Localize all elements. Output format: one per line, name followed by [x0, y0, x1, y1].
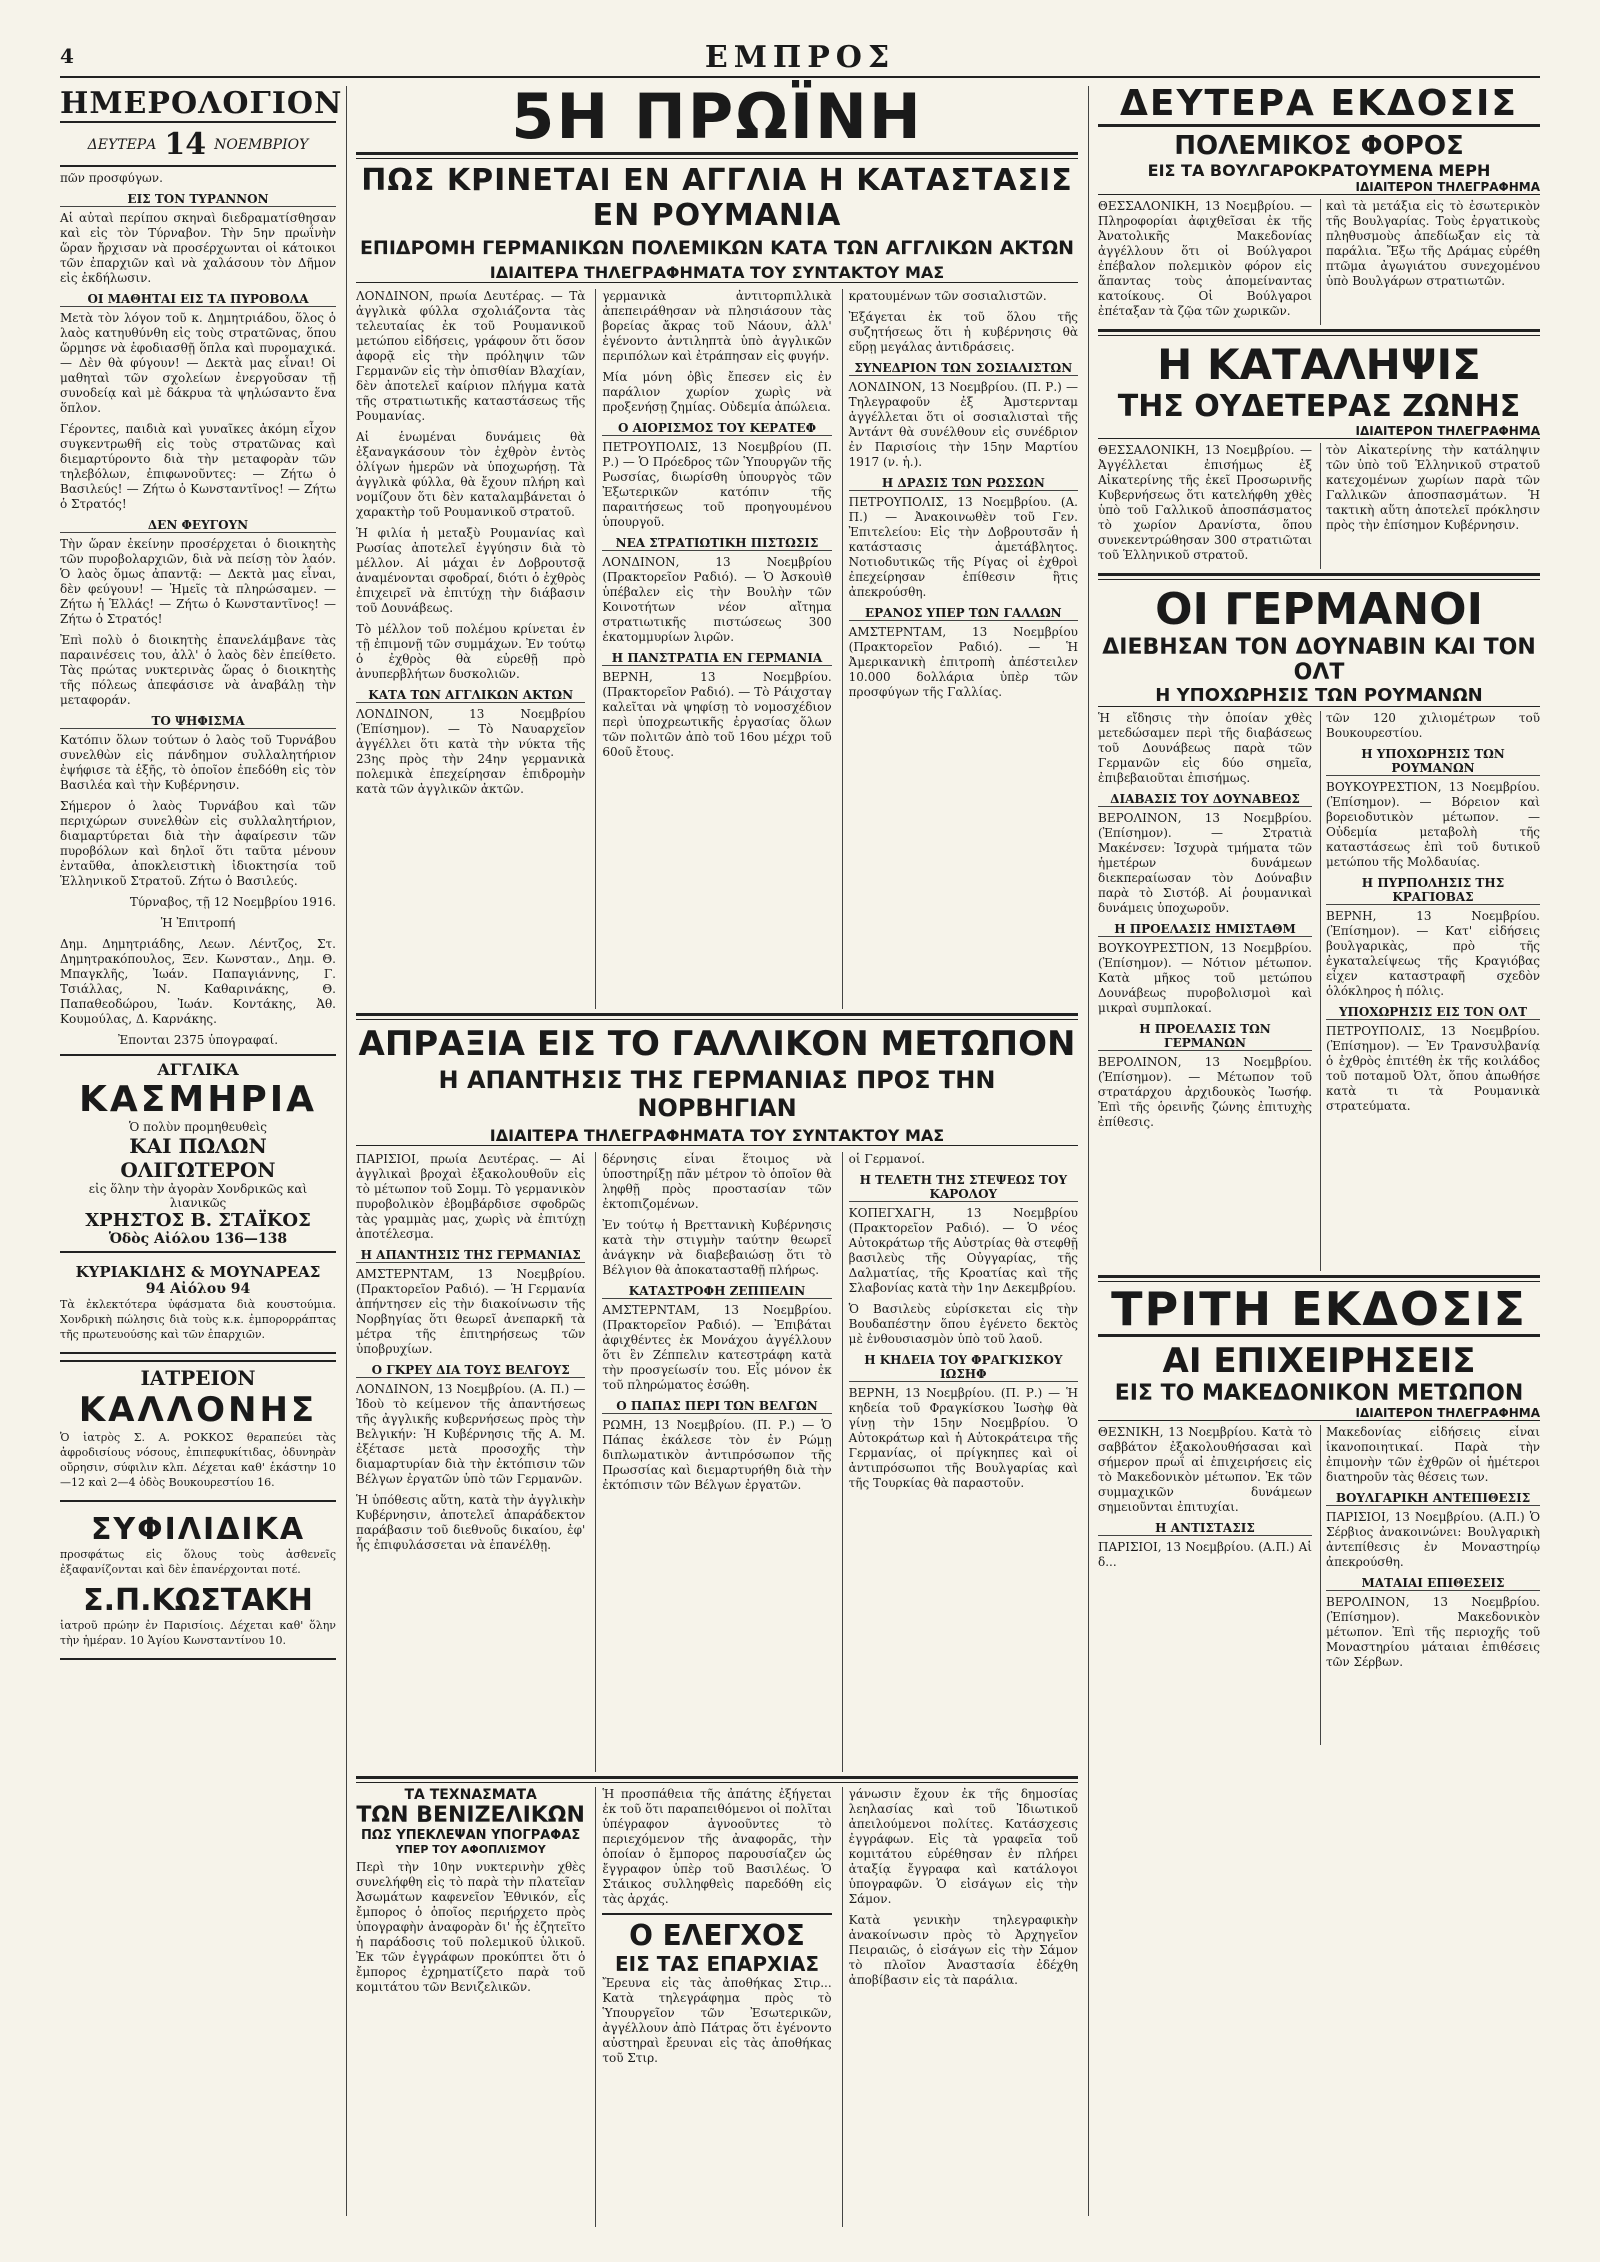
calendar-month: ΝΟΕΜΒΡΙΟΥ — [214, 136, 309, 153]
article-text: Ἡ φιλία ἡ μεταξὺ Ρουμανίας καὶ Ρωσίας ἀποτελεῖ ἐγγύησιν διὰ τὸ μέλλον. Αἱ μάχαι ἐν Δοβρουτσᾷ ἀναμένονται σφοδραί, διότι ὁ ἐχθρὸς ἐπιχειρεῖ νὰ ἐπιτύχῃ τὴν διάβασιν τοῦ Δουνάβεως. — [356, 526, 586, 615]
article-column — [356, 1787, 585, 2227]
article-text: ΒΟΥΚΟΥΡΕΣΤΙΟΝ, 13 Νοεμβρίου. (Ἐπίσημον). — Βόρειον καὶ βορειοδυτικὸν μέτωπον. — Οὐδεμία μεταβολὴ τῆς καταστάσεως ἐπὶ τοῦ δυτικοῦ μετώπου τῆς Μολδαυίας. — [1326, 780, 1540, 869]
article-column — [1098, 711, 1312, 1271]
section-heading: Η ΚΗΔΕΙΑ ΤΟΥ ΦΡΑΓΚΙΣΚΟΥ ΙΩΣΗΦ — [849, 1353, 1078, 1382]
headline: ΠΟΛΕΜΙΚΟΣ ΦΟΡΟΣ — [1174, 131, 1464, 161]
divider — [356, 1776, 1078, 1783]
column-rule — [1088, 86, 1089, 2216]
subheadline: ΔΙΕΒΗΣΑΝ ΤΟΝ ΔΟΥΝΑΒΙΝ ΚΑΙ ΤΟΝ ΟΛΤ — [1102, 635, 1536, 685]
article-text: Ἐν τούτῳ ἡ Βρεττανικὴ Κυβέρνησις κατὰ τὴν στιγμὴν ταύτην θεωρεῖ ἀνάγκην νὰ διαβεβαιώσῃ ὅτι τὸ Βέλγιον θὰ ἀποκατασταθῇ πλήρως. — [602, 1218, 832, 1277]
article-text: Ἐξάγεται ἐκ τοῦ ὅλου τῆς συζητήσεως ὅτι ἡ κυβέρνησις θὰ εὕρῃ μεγάλας ἀντιδράσεις. — [848, 310, 1078, 354]
ad-line: Ὁδὸς Αἰόλου 136—138 — [108, 1231, 288, 1247]
ad-line: ΑΓΓΛΙΚΑ — [157, 1060, 239, 1079]
article-text: ΘΕΣΝΙΚΗ, 13 Νοεμβρίου. Κατὰ τὸ σαββάτον ἐξακολουθήσασαι καὶ σήμερον πρωΐ αἱ ἐπιχειρήσεις εἰς τὸ Μακεδονικὸν μέτωπον. Ἐκ τῶν συμμαχικῶν δυνάμεων σημειοῦνται ἐπιτυχίαι. — [1098, 1425, 1312, 1514]
section-heading: Η ΑΠΑΝΤΗΣΙΣ ΤΗΣ ΓΕΡΜΑΝΙΑΣ — [356, 1248, 585, 1263]
page-number: 4 — [60, 44, 74, 68]
article-text: Μετὰ τὸν λόγον τοῦ κ. Δημητριάδου, ὅλος ὁ λαὸς κατηυθύνθη εἰς τοὺς στρατῶνας, ὅπου ὥρμησε νὰ ἐφοδιασθῇ ὅπλα καὶ πυρομαχικά. — Δὲν θὰ φύγουν! — Δεκτὰ μας εἶναι! Οἱ μαθηταὶ τῶν σχολείων ἐνεργοῦσαν τῇ συνοδείᾳ καὶ μὲ δάκρυα τὰ ψηλώσαντο ἕνα ὅπλον. — [60, 311, 336, 415]
signature-count: Ἐπονται 2375 ὑπογραφαί. — [117, 1033, 279, 1047]
advertisement — [60, 1259, 336, 1354]
article-text: γάνωσιν ἔχουν ἐκ τῆς δημοσίας λεηλασίας καὶ τοῦ Ἰδιωτικοῦ ἀπειλούμενοι πολίτες. Κατάσχεσις ἐγγράφων. Εἰς τὰ γραφεῖα τοῦ κομιτάτου εὑρέθησαν ἐν πλήρει ἀταξίᾳ ἔγγραφα καὶ κατάλογοι ὑπογραφῶν. Ὁ εἰσάγων εἰς τὴν Σάμον. — [848, 1787, 1078, 1906]
article-text: ΑΜΣΤΕΡΝΤΑΜ, 13 Νοεμβρίου (Πρακτορεῖον Ραδιό). — Ἡ Ἀμερικανικὴ ἐπιτροπὴ ἀπέστειλεν 10.000 δολλάρια ὑπὲρ τῶν προσφύγων τῆς Γαλλίας. — [848, 625, 1078, 699]
article-text: δέρνησις εἶναι ἕτοιμος νὰ ὑποστηρίξῃ πᾶν μέτρον τὸ ὁποῖον θὰ ληφθῇ πρὸς προστασίαν τῶν ἐκτοπιζομένων. — [602, 1152, 832, 1211]
article-text: Ἔρευνα εἰς τὰς ἀποθήκας Στιρ... Κατὰ τηλεγράφημα πρὸς τὸ Ὑπουργεῖον τῶν Ἐσωτερικῶν, ἀγγέλλουν ἀπὸ Πάτρας ὅτι ἐγένοντο αὐστηραὶ ἔρευναι εἰς τὰς ἀποθήκας τοῦ Στιρ. — [602, 1976, 832, 2065]
newspaper-name: ΕΜΠΡΟΣ — [704, 40, 896, 75]
section-heading: Ο ΠΑΠΑΣ ΠΕΡΙ ΤΩΝ ΒΕΛΓΩΝ — [602, 1399, 831, 1414]
ad-line: ΚΥΡΙΑΚΙΔΗΣ & ΜΟΥΝΑΡΕΑΣ — [75, 1263, 321, 1281]
subheadline: Η ΥΠΟΧΩΡΗΣΙΣ ΤΩΝ ΡΟΥΜΑΝΩΝ — [1098, 685, 1540, 707]
bottom-articles — [356, 1787, 1078, 2227]
article-column — [595, 289, 831, 1009]
article-columns — [1098, 443, 1540, 569]
section-heading: ΚΑΤΑ ΤΩΝ ΑΓΓΛΙΚΩΝ ΑΚΤΩΝ — [356, 688, 585, 703]
section-heading: ΕΙΣ ΤΟΝ ΤΥΡΑΝΝΟΝ — [60, 192, 336, 207]
ad-line: ΚΑΛΛΟΝΗΣ — [78, 1390, 318, 1430]
signature-org: Ἡ Ἐπιτροπή — [160, 916, 236, 930]
signature-names: Δημ. Δημητριάδης, Λεων. Λέντζος, Στ. Δημητρακόπουλος, Ξεν. Κωνσταν., Δημ. Θ. Μπαγκλῆς, Ἰωάν. Παπαγιάννης, Γ. Τσιάλλας, Ν. Καθαρινάκης, Θ. Παπαθεοδώρου, Ἰωάν. Κοντάκης, Ἀθ. Κουμούλας, Δ. Καρνάκης. — [60, 937, 336, 1026]
section-heading: Η ΠΡΟΕΛΑΣΙΣ ΤΩΝ ΓΕΡΜΑΝΩΝ — [1098, 1022, 1312, 1051]
article-column — [356, 289, 585, 1009]
section-heading: ΥΠΟΧΩΡΗΣΙΣ ΕΙΣ ΤΟΝ ΟΛΤ — [1326, 1005, 1540, 1020]
article-text: τὸν Αἰκατερίνης τὴν κατάληψιν τῶν ὑπὸ τοῦ Ἑλληνικοῦ στρατοῦ κατεχομένων χωρίων παρὰ τῶν Γαλλικῶν ἀποσπασμάτων. Ἡ τακτικὴ αὕτη ἀποτελεῖ πρόκλησιν πρὸς τὴν ἐπίσημον Κυβέρνησιν. — [1326, 443, 1540, 532]
kicker: ΙΔΙΑΙΤΕΡΑ ΤΗΛΕΓΡΑΦΗΜΑΤΑ ΤΟΥ ΣΥΝΤΑΚΤΟΥ ΜΑΣ — [356, 1126, 1078, 1146]
article-text: ΠΕΤΡΟΥΠΟΛΙΣ, 13 Νοεμβρίου (Π. Ρ.) — Ὁ Πρόεδρος τῶν Ὑπουργῶν τῆς Ρωσσίας, διωρίσθη ὑπουργὸς τῶν Ἐξωτερικῶν κατόπιν τῆς παραιτήσεως τοῦ προηγουμένου ὑπουργοῦ. — [602, 440, 832, 529]
ad-line: εἰς ὅλην τὴν ἀγορὰν Χονδρικῶς καὶ λιανικῶς — [88, 1182, 308, 1210]
headline: Η ΚΑΤΑΛΗΨΙΣ — [1157, 340, 1481, 389]
article-text: ΒΕΡΝΗ, 13 Νοεμβρίου. (Ἐπίσημον). — Κατ' εἰδήσεις βουλγαρικὰς, πρὸ τῆς ἐγκαταλείψεως τῆς Κραγιόβας εἶχεν καταστραφῆ σχεδὸν ὁλόκληρος ἡ πόλις. — [1326, 909, 1540, 998]
headline: ΠΩΣ ΚΡΙΝΕΤΑΙ ΕΝ ΑΓΓΛΙΑ Η ΚΑΤΑΣΤΑΣΙΣ ΕΝ ΡΟΥΜΑΝΙΑ — [361, 163, 1073, 233]
article-text: Μία μόνη ὀβὶς ἔπεσεν εἰς ἐν παράλιον χωρίον χωρὶς νὰ προξενήσῃ ζημίας. Οὐδεμία ἀπώλεια. — [602, 370, 832, 414]
article-column — [842, 1152, 1078, 1772]
article-text: Κατόπιν ὅλων τούτων ὁ λαὸς τοῦ Τυρνάβου συνελθὼν εἰς πάνδημον συλλαλητήριον ἐψήφισε τὰ ἑξῆς, τὸ ὁποῖον ἐπεδόθη εἰς τὸν Βασιλέα καὶ τὴν Κυβέρνησιν. — [60, 733, 336, 792]
article-text: ΒΕΡΟΛΙΝΟΝ, 13 Νοεμβρίου. (Ἐπίσημον). Μακεδονικὸν μέτωπον. Ἐπὶ τῆς περιοχῆς τοῦ Μοναστηρίου μάταιαι ἐπιθέσεις τῶν Σέρβων. — [1326, 1595, 1540, 1669]
advertisement — [60, 1508, 336, 1660]
subheadline: ΤΗΣ ΟΥΔΕΤΕΡΑΣ ΖΩΝΗΣ — [1117, 389, 1521, 424]
ad-line: Σ.Π.ΚΩΣΤΑΚΗ — [83, 1583, 313, 1618]
article-text: Ἡ ὑπόθεσις αὕτη, κατὰ τὴν ἀγγλικὴν Κυβέρνησιν, ἀποτελεῖ ἀπαράδεκτον παράβασιν τοῦ διεθνοῦς δικαίου, ἐφ' ἧς ἐπιφυλάσσεται νὰ ἐπανέλθῃ. — [356, 1493, 586, 1552]
article-columns — [1098, 711, 1540, 1271]
kicker: ΙΔΙΑΙΤΕΡΑ ΤΗΛΕΓΡΑΦΗΜΑΤΑ ΤΟΥ ΣΥΝΤΑΚΤΟΥ ΜΑΣ — [356, 263, 1078, 283]
subheadline: ΕΙΣ ΤΑΣ ΕΠΑΡΧΙΑΣ — [614, 1952, 819, 1976]
divider — [1098, 329, 1540, 336]
ad-line: Ὁ ἰατρὸς Σ. Α. ΡΟΚΚΟΣ θεραπεύει τὰς ἀφροδισίους νόσους, ἐπιπεφυκίτιδας, ὀδυνηρὰν οὔρησιν, σύφιλιν κλπ. Δέχεται καθ' ἑκάστην 10—12 καὶ 2—4 ὁδὸς Βουκουρεστίου 16. — [60, 1431, 336, 1489]
article-text: ΛΟΝΔΙΝΟΝ, 13 Νοεμβρίου. (Α. Π.) — Ἰδοὺ τὸ κείμενον τῆς ἀπαντήσεως τῆς ἀγγλικῆς κυβερνήσεως πρὸς τὴν Βελγικήν: Ἡ Κυβέρνησις τῆς Α. Μ. ἐξέτασε μετὰ προσοχῆς τὴν διαμαρτυρίαν διὰ τὴν ἐκτόπισιν τῶν Βέλγων ἐργατῶν ὑπὸ τῶν Γερμανῶν. — [356, 1382, 586, 1486]
article-columns — [1098, 199, 1540, 325]
section-heading: ΝΕΑ ΣΤΡΑΤΙΩΤΙΚΗ ΠΙΣΤΩΣΙΣ — [602, 536, 831, 551]
article-text: οἱ Γερμανοί. — [848, 1152, 925, 1166]
article-columns — [1098, 1425, 1540, 1745]
article-text: Περὶ τὴν 10ην νυκτερινὴν χθὲς συνελήφθη εἰς τὸ παρὰ τὴν πλατεῖαν Ἀσωμάτων καφενεῖον Ἐθνικόν, εἷς ἔμπορος ὁ ὁποῖος περιήρχετο πρὸς ὑπογραφὴν ἀναφορὰν δι' ἧς ἐζητεῖτο ἡ παράδοσις τοῦ πολεμικοῦ ὑλικοῦ. Ἐκ τῶν ἐγγράφων προκύπτει ὅτι ὁ ἔμπορος ἐχρηματίζετο παρὰ τοῦ κομιτάτου τῶν Βενιζελικῶν. — [356, 1860, 586, 1994]
right-section — [1098, 83, 1540, 1745]
article-text: Σήμερον ὁ λαὸς Τυρνάβου καὶ τῶν περιχώρων συνελθὼν εἰς συλλαλητήριον, διαμαρτύρεται διὰ τὴν ἀφαίρεσιν τῶν πυροβόλων καὶ δηλοῖ ὅτι ταῦτα μένουν ἐνταῦθα, ἀποκλειστικὴ ἰδιοκτησία τοῦ Ἑλληνικοῦ Στρατοῦ. Ζήτω ὁ Βασιλεύς. — [60, 799, 336, 888]
subheadline: ΕΙΣ ΤΑ ΒΟΥΛΓΑΡΟΚΡΑΤΟΥΜΕΝΑ ΜΕΡΗ — [1147, 161, 1491, 180]
article-text: ΠΕΤΡΟΥΠΟΛΙΣ, 13 Νοεμβρίου. (Α. Π.) — Ἀνακοινωθὲν τοῦ Γεν. Ἐπιτελείου: Εἰς τὴν Δοβρουτσᾶν ἡ κατάστασις ἀμετάβλητος. Νοτιοδυτικῶς τῆς Ρίγας οἱ ἐχθροὶ ἐπεχείρησαν ἐπίθεσιν ἣτις ἀπεκρούσθη. — [848, 495, 1078, 599]
headline: Ο ΕΛΕΓΧΟΣ — [629, 1919, 805, 1952]
ad-line: ΣΥΦΙΛΙΔΙΚΑ — [90, 1512, 306, 1547]
edition-banner: 5Η ΠΡΩΪΝΗ — [511, 80, 923, 153]
article-column — [1320, 199, 1540, 325]
article-text: Ἐπὶ πολὺ ὁ διοικητὴς ἐπανελάμβανε τὰς παραινέσεις του, ἀλλ' ὁ λαὸς δὲν ἐπείθετο. Τὰς πρώτας νυκτερινὰς ὥρας ὁ διοικητὴς τῆς πόλεως ἀπεφάσισε νὰ ἀναβάλῃ τὴν μεταφοράν. — [60, 633, 336, 707]
edition-banner: ΤΡΙΤΗ ΕΚΔΟΣΙΣ — [1098, 1286, 1540, 1337]
article-text: Αἱ αὐταὶ περίπου σκηναὶ διεδραματίσθησαν καὶ εἰς τὸν Τύρναβον. Τὴν 5ην πρωΐνὴν ὥραν ἤρχισαν νὰ προσέρχωνται οἱ κάτοικοι τῶν ἐπαρχιῶν καὶ νὰ χαλάσουν τὸν Δῆμον εἰς ἐκδήλωσιν. — [60, 211, 336, 285]
article-text: ΛΟΝΔΙΝΟΝ, πρωία Δευτέρας. — Τὰ ἀγγλικὰ φύλλα σχολιάζοντα τὰς τελευταίας ἐκ τοῦ Ρουμανικοῦ μετώπου εἰδήσεις, γράφουν ὅτι ὅσον ἀφορᾷ εἰς τὴν πρόληψιν τῶν Γερμανῶν εἰς τὴν ὀπισθίαν Βλαχίαν, δὲν ἀποτελεῖ καίριον πλήγμα κατὰ τῆς στρατιωτικῆς καταστάσεως τῆς Ρουμανίας. — [356, 289, 586, 423]
article-column — [1098, 443, 1312, 569]
article-text: ΒΕΡΝΗ, 13 Νοεμβρίου. (Πρακτορεῖον Ραδιό). — Τὸ Ράιχσταγ καλεῖται νὰ ψηφίσῃ τὸ νομοσχέδιον περὶ ὑποχρεωτικῆς ἐργασίας ὅλων τῶν πολιτῶν ἀπὸ τοῦ 16ου μέχρι τοῦ 60οῦ ἔτους. — [602, 670, 832, 759]
section-heading: Ο ΑΙΟΡΙΣΜΟΣ ΤΟΥ ΚΕΡΑΤΕΦ — [602, 421, 831, 436]
article-text: ΡΩΜΗ, 13 Νοεμβρίου. (Π. Ρ.) — Ὁ Πάπας ἐκάλεσε τὸν ἐν Ρώμῃ διπλωματικὸν ἀντιπρόσωπον τῆς Πρωσσίας καὶ διεμαρτυρήθη διὰ τὴν ἐκτόπισιν τῶν Βέλγων ἐργατῶν. — [602, 1418, 832, 1492]
headline: ΟΙ ΓΕΡΜΑΝΟΙ — [1155, 584, 1483, 635]
ad-line: ΚΑΣΜΗΡΙΑ — [79, 1079, 317, 1120]
article-column — [842, 289, 1078, 1009]
headline: ΑΠΡΑΞΙΑ ΕΙΣ ΤΟ ΓΑΛΛΙΚΟΝ ΜΕΤΩΠΟΝ — [358, 1024, 1076, 1064]
article-column — [595, 1152, 831, 1772]
section-heading: Η ΔΡΑΣΙΣ ΤΩΝ ΡΩΣΣΩΝ — [849, 476, 1078, 491]
kicker: ΙΔΙΑΙΤΕΡΟΝ ΤΗΛΕΓΡΑΦΗΜΑ — [1098, 424, 1540, 439]
divider — [1098, 573, 1540, 580]
article-text: ΒΕΡΟΛΙΝΟΝ, 13 Νοεμβρίου. (Ἐπίσημον). — Μέτωπον τοῦ στρατάρχου ἀρχιδουκὸς Ἰωσήφ. Ἐπὶ τῆς ὁρεινῆς ζώνης ἐπιτυχὴς ἐπίθεσις. — [1098, 1055, 1312, 1129]
ad-line: Τὰ ἐκλεκτότερα ὑφάσματα διὰ κουστούμια. Χονδρικὴ πώλησις διὰ τοὺς κ.κ. ἐμπορορράπτας τῆς πρωτευούσης καὶ τῶν ἐπαρχιῶν. — [60, 1298, 336, 1341]
subheadline: ΕΠΙΔΡΟΜΗ ΓΕΡΜΑΝΙΚΩΝ ΠΟΛΕΜΙΚΩΝ ΚΑΤΑ ΤΩΝ ΑΓΓΛΙΚΩΝ ΑΚΤΩΝ — [359, 237, 1075, 259]
masthead — [60, 40, 1540, 78]
section-heading: ΚΑΤΑΣΤΡΟΦΗ ΖΕΠΠΕΛΙΝ — [602, 1284, 831, 1299]
article-text: ΘΕΣΣΑΛΟΝΙΚΗ, 13 Νοεμβρίου. — Πληροφορίαι ἀφιχθεῖσαι ἐκ τῆς Ἀνατολικῆς Μακεδονίας ἀγγέλλουν ὅτι οἱ Βούλγαροι ἐπέβαλον πολεμικὸν φόρον εἰς ἅπαντας τοὺς ἀπομείναντας κατοίκους. Οἱ Βούλγαροι ἐπέταξαν τὰ ζῷα τῶν χωρικῶν. — [1098, 199, 1312, 318]
section-heading: ΕΡΑΝΟΣ ΥΠΕΡ ΤΩΝ ΓΑΛΛΩΝ — [849, 606, 1078, 621]
column-rule — [346, 86, 347, 2216]
signature-date: Τύρναβος, τῇ 12 Νοεμβρίου 1916. — [129, 895, 336, 909]
subheadline: ΥΠΕΡ ΤΟΥ ΑΦΟΠΛΙΣΜΟΥ — [395, 1843, 546, 1856]
headline: ΤΑ ΤΕΧΝΑΣΜΑΤΑ — [404, 1787, 537, 1803]
article-text: Ὁ Βασιλεὺς εὑρίσκεται εἰς τὴν Βουδαπέστην ὅπου ἐγένετο δεκτὸς μὲ ἐνθουσιασμὸν ὑπὸ τοῦ λαοῦ. — [848, 1302, 1078, 1346]
article-column — [356, 1152, 585, 1772]
article-text: κρατουμένων τῶν σοσιαλιστῶν. — [848, 289, 1047, 303]
boxed-article — [602, 1913, 831, 2066]
center-section — [356, 80, 1078, 2227]
headline: ΑΙ ΕΠΙΧΕΙΡΗΣΕΙΣ — [1162, 1341, 1476, 1381]
section-heading: ΜΑΤΑΙΑΙ ΕΠΙΘΕΣΕΙΣ — [1326, 1576, 1540, 1591]
ad-line: ΚΑΙ ΠΩΛΩΝ ΟΛΙΓΩΤΕΡΟΝ — [120, 1134, 276, 1182]
advertisement — [60, 1360, 336, 1502]
article-text: Μακεδονίας εἰδήσεις εἶναι ἱκανοποιητικαί. Παρὰ τὴν ἐπιμονὴν τῶν ἐχθρῶν οἱ ἡμέτεροι διατηροῦν τὰς θέσεις των. — [1326, 1425, 1540, 1484]
article-text: ΠΕΤΡΟΥΠΟΛΙΣ, 13 Νοεμβρίου. (Ἐπίσημον). — Ἐν Τρανσυλβανίᾳ ὁ ἐχθρὸς ἐπιτέθη ἐκ τῆς κοιλάδος τοῦ ποταμοῦ Ὀλτ, ὅπου ἀπωθήσε κατὰ τι τὰ Ρουμανικὰ στρατεύματα. — [1326, 1024, 1540, 1113]
ad-line: Ὁ πολὺν προμηθευθεὶς — [128, 1120, 267, 1134]
article-text: πῶν προσφύγων. — [60, 171, 163, 185]
article-text: ΠΑΡΙΣΙΟΙ, 13 Νοεμβρίου. (Α.Π.) Αἱ δ... — [1098, 1540, 1312, 1569]
article-text: Γέροντες, παιδιὰ καὶ γυναῖκες ἀκόμη εἶχον συγκεντρωθῆ εἰς τοὺς στρατῶνας καὶ διεμαρτύροντο διὰ τὴν μεταφορὰν τῶν τηλεβόλων, ἐπιφωνοῦντες: — Ζήτω ὁ Βασιλεύς! — Ζήτω ὁ Κωνσταντῖνος! — Ζήτω ὁ Στρατός! — [60, 422, 336, 511]
calendar-date-number: 14 — [164, 127, 207, 162]
article-text: ΛΟΝΔΙΝΟΝ, 13 Νοεμβρίου (Ἐπίσημον). — Τὸ Ναυαρχεῖον ἀγγέλλει ὅτι κατὰ τὴν νύκτα τῆς 23ης πρὸς τὴν 24ην γερμανικὰ πολεμικὰ ἐπεχείρησαν ἐπιδρομὴν κατὰ τῶν ἀγγλικῶν ἀκτῶν. — [356, 707, 586, 796]
article-column — [1320, 443, 1540, 569]
article-text: Αἱ ἑνωμέναι δυνάμεις θὰ ἐξαναγκάσουν τὸν ἐχθρὸν ἐντὸς ὀλίγων ἡμερῶν νὰ ὑποχωρήσῃ. Τὰ ἀγγλικὰ φύλλα, θὰ ἔχουν πλήρη καὶ νομίζουν ὅτι δὲν καταλαμβάνεται ὁ χαρακτὴρ τοῦ Ρουμανικοῦ στρατοῦ. — [356, 430, 586, 519]
article-column — [1098, 1425, 1312, 1745]
article-columns — [356, 289, 1078, 1009]
calendar-day: ΔΕΥΤΕΡΑ — [87, 136, 157, 153]
article-text: Τὸ μέλλον τοῦ πολέμου κρίνεται ἐν τῇ ἐπιμονῇ τῶν συμμάχων. Ἐν τούτῳ ὁ ἐχθρὸς θὰ εὑρεθῇ πρὸ ἀνυπερβλήτων δυσκολιῶν. — [356, 622, 586, 681]
article-text: ΘΕΣΣΑΛΟΝΙΚΗ, 13 Νοεμβρίου. — Ἀγγέλλεται ἐπισήμως ἐξ Αἰκατερίνης τῆς ἐκεῖ Προσωρινῆς Κυβερνήσεως ὅτι κατελήφθη χθὲς ὑπὸ τοῦ Γαλλικοῦ ἀποσπάσματος τὸ χωρίον Δρανίστα, ὅπου συνεκεντρώθησαν 300 στρατιῶται τοῦ Ἑλληνικοῦ στρατοῦ. — [1098, 443, 1312, 562]
newspaper-page — [60, 40, 1540, 2230]
article-text: ΚΟΠΕΓΧΑΓΗ, 13 Νοεμβρίου (Πρακτορεῖον Ραδιό). — Ὁ νέος Αὐτοκράτωρ τῆς Αὐστρίας θὰ στεφθῇ βασιλεὺς τῆς Οὐγγαρίας, τῆς Δαλματίας, τῆς Κροατίας καὶ τῆς Σλαβονίας κατὰ τὴν 1ην Δεκεμβρίου. — [848, 1206, 1078, 1295]
edition-banner: ΔΕΥΤΕΡΑ ΕΚΔΟΣΙΣ — [1098, 86, 1540, 127]
kicker: ΙΔΙΑΙΤΕΡΟΝ ΤΗΛΕΓΡΑΦΗΜΑ — [1098, 180, 1540, 195]
section-heading: Η ΥΠΟΧΩΡΗΣΙΣ ΤΩΝ ΡΟΥΜΑΝΩΝ — [1326, 747, 1540, 776]
article-text: ΠΑΡΙΣΙΟΙ, πρωία Δευτέρας. — Αἱ ἀγγλικαὶ βροχαὶ ἐξακολουθοῦν εἰς τὸ μέτωπον τοῦ Σομμ. Τὸ γερμανικὸν πυροβολικὸν ἐβομβάρδισε σφοδρῶς τὰς γραμμὰς μας, χωρὶς νὰ ἐπιτύχῃ ἀποτέλεσμα. — [356, 1152, 586, 1241]
divider — [356, 1013, 1078, 1020]
ad-line: ΧΡΗΣΤΟΣ Β. ΣΤΑΪΚΟΣ — [85, 1210, 311, 1231]
section-heading: ΟΙ ΜΑΘΗΤΑΙ ΕΙΣ ΤΑ ΠΥΡΟΒΟΛΑ — [60, 292, 336, 307]
section-heading: ΔΙΑΒΑΣΙΣ ΤΟΥ ΔΟΥΝΑΒΕΩΣ — [1098, 792, 1312, 807]
section-heading: Η ΠΑΝΣΤΡΑΤΙΑ ΕΝ ΓΕΡΜΑΝΙΑ — [602, 651, 831, 666]
subheadline: ΕΙΣ ΤΟ ΜΑΚΕΔΟΝΙΚΟΝ ΜΕΤΩΠΟΝ — [1114, 1381, 1524, 1406]
article-column — [842, 1787, 1078, 2227]
advertisement — [60, 1054, 336, 1253]
article-text: Ἡ προσπάθεια τῆς ἀπάτης ἐξήγεται ἐκ τοῦ ὅτι παραπειθόμενοι οἱ πολῖται ὑπέγραφον ἀγνοοῦντες τὸ περιεχόμενον τῆς ἀναφορᾶς, τὴν ὁποίαν ὁ ἔμπορος παρουσίαζεν ὡς ἔγγραφον ὑπὲρ τοῦ Βασιλέως. Ὁ Στάικος συλληφθεὶς παρεδόθη εἰς τὰς ἀρχάς. — [602, 1787, 832, 1906]
ad-line: 94 Αἰόλου 94 — [145, 1281, 251, 1297]
section-heading: ΔΕΝ ΦΕΥΓΟΥΝ — [60, 518, 336, 533]
article-column — [1320, 711, 1540, 1271]
article-column — [1098, 199, 1312, 325]
divider — [356, 152, 1078, 159]
article-text: ΠΑΡΙΣΙΟΙ, 13 Νοεμβρίου. (Α.Π.) Ὁ Σέρβιος ἀνακοινώνει: Βουλγαρικὴ ἀντεπίθεσις ἐν Μοναστηρίῳ ἀπεκρούσθη. — [1326, 1510, 1540, 1569]
section-heading: Ο ΓΚΡΕΥ ΔΙΑ ΤΟΥΣ ΒΕΛΓΟΥΣ — [356, 1363, 585, 1378]
section-heading: Η ΑΝΤΙΣΤΑΣΙΣ — [1098, 1521, 1312, 1536]
article-text: καὶ τὰ μετάξια εἰς τὸ ἐσωτερικὸν τῆς Βουλγαρίας. Τοὺς ἐργατικοὺς πληθυσμοὺς ἀπεδίωξαν εἰς τὰ παράλια. Ἔξω τῆς Δράμας εὑρέθη πτῶμα ἀγωγιάτου συνεχομένου ὑπὸ Βουλγάρων στρατιωτῶν. — [1326, 199, 1540, 288]
ad-line: ἰατροῦ πρώην ἐν Παρισίοις. Δέχεται καθ' ὅλην τὴν ἡμέραν. 10 Ἁγίου Κωνσταντίνου 10. — [60, 1619, 336, 1647]
article-text: ΒΕΡΝΗ, 13 Νοεμβρίου. (Π. Ρ.) — Ἡ κηδεία τοῦ Φραγκίσκου Ἰωσὴφ θὰ γίνῃ τὴν 15ην Νοεμβρίου. Ὁ Αὐτοκράτωρ καὶ ἡ Αὐτοκράτειρα τῆς Γερμανίας, οἱ πρίγκηπες καὶ οἱ ἀντιπρόσωποι τῆς Βουλγαρίας καὶ τῆς Τουρκίας θὰ παραστοῦν. — [848, 1386, 1078, 1490]
article-column — [1320, 1425, 1540, 1745]
article-text: ΒΟΥΚΟΥΡΕΣΤΙΟΝ, 13 Νοεμβρίου. (Ἐπίσημον). — Νότιον μέτωπον. Κατὰ μῆκος τοῦ μετώπου Δουνάβεως πυροβολισμοὶ καὶ μικραὶ συμπλοκαί. — [1098, 941, 1312, 1015]
article-text: Κατὰ γενικὴν τηλεγραφικὴν ἀνακοίνωσιν πρὸς τὸ Ἀρχηγεῖον Πειραιῶς, ὁ εἰσάγων εἰς τὴν Σάμον τὸ πλοῖον Ἀναστασία ἐδέχθη ἀποβίβασιν εἰς τὰ παράλια. — [848, 1913, 1078, 1987]
subheadline: Η ΑΠΑΝΤΗΣΙΣ ΤΗΣ ΓΕΡΜΑΝΙΑΣ ΠΡΟΣ ΤΗΝ ΝΟΡΒΗΓΙΑΝ — [438, 1066, 996, 1122]
article-text: ΒΕΡΟΛΙΝΟΝ, 13 Νοεμβρίου. (Ἐπίσημον). — Στρατιὰ Μακένσεν: Ἰσχυρὰ τμήματα τῶν ἡμετέρων δυνάμεων διεκπεραίωσαν τὸν Δούναβιν παρὰ τὸ Σιστόβ. Αἱ ῥουμανικαὶ δυνάμεις ὑποχωροῦν. — [1098, 811, 1312, 915]
article-columns — [356, 1152, 1078, 1772]
ad-line: ΙΑΤΡΕΙΟΝ — [140, 1366, 256, 1390]
calendar-date — [60, 127, 336, 167]
kicker: ΙΔΙΑΙΤΕΡΟΝ ΤΗΛΕΓΡΑΦΗΜΑ — [1098, 1406, 1540, 1421]
section-heading: ΣΥΝΕΔΡΙΟΝ ΤΩΝ ΣΟΣΙΑΛΙΣΤΩΝ — [849, 361, 1078, 376]
divider — [1098, 1275, 1540, 1282]
article-text: τῶν 120 χιλιομέτρων τοῦ Βουκουρεστίου. — [1326, 711, 1540, 740]
article-text: Τὴν ὥραν ἐκείνην προσέρχεται ὁ διοικητὴς τῶν πυροβολαρχιῶν, διὰ νὰ πείσῃ τὸν λαόν. Ὁ λαὸς ὅμως ἀπαντᾷ: — Δεκτὰ μας εἶναι, δὲν φεύγουν! — Ἠμεῖς τὰ πληρώσαμεν. — Ζήτω ἡ Ἑλλάς! — Ζήτω ὁ Κωνσταντῖνος! — Ζήτω ὁ Στρατός! — [60, 537, 336, 626]
section-heading: Η ΤΕΛΕΤΗ ΤΗΣ ΣΤΕΨΕΩΣ ΤΟΥ ΚΑΡΟΛΟΥ — [849, 1173, 1078, 1202]
calendar-column — [60, 86, 343, 1666]
article-text: ΛΟΝΔΙΝΟΝ, 13 Νοεμβρίου. (Π. Ρ.) — Τηλεγραφοῦν ἐξ Ἀμστερνταμ ἀγγέλλεται ὅτι οἱ σοσιαλισταὶ τῆς Ἀντάντ θὰ συνέλθουν εἰς συνέδριον ἐν Παρισίοις τὴν 15ην Μαρτίου 1917 (ν. ἡ.). — [848, 380, 1078, 469]
article-text: Ἡ εἴδησις τὴν ὁποίαν χθὲς μετεδώσαμεν περὶ τῆς διαβάσεως τοῦ Δουνάβεως παρὰ τῶν Γερμανῶν εἰς δύο σημεῖα, ἐπιβεβαιοῦται ἐπισήμως. — [1098, 711, 1312, 785]
article-column — [595, 1787, 831, 2227]
article-text: ΛΟΝΔΙΝΟΝ, 13 Νοεμβρίου (Πρακτορεῖον Ραδιό). — Ὁ Ἀσκουὶθ ὑπέβαλεν εἰς τὴν Βουλὴν τῶν Κοινοτήτων νέον αἴτημα στρατιωτικῆς πιστώσεως 300 ἑκατομμυρίων λιρῶν. — [602, 555, 832, 644]
article-text: ΑΜΣΤΕΡΝΤΑΜ, 13 Νοεμβρίου. (Πρακτορεῖον Ραδιό). — Ἡ Γερμανία ἀπήντησεν εἰς τὴν διακοίνωσιν τῆς Νορβηγίας ὅτι θεωρεῖ ἀνεπαρκῆ τὰ μέτρα τῆς ἐπιτηρήσεως τῶν ὑποβρυχίων. — [356, 1267, 586, 1356]
ad-line: προσφάτως εἰς ὅλους τοὺς ἀσθενεῖς ἐξαφανίζονται καὶ δὲν ἐπανέρχονται ποτέ. — [60, 1548, 336, 1576]
headline: ΤΩΝ ΒΕΝΙΖΕΛΙΚΩΝ — [356, 1803, 585, 1828]
calendar-title: ΗΜΕΡΟΛΟΓΙΟΝ — [60, 86, 343, 121]
section-heading: Η ΠΥΡΠΟΛΗΣΙΣ ΤΗΣ ΚΡΑΓΙΟΒΑΣ — [1326, 876, 1540, 905]
subheadline: ΠΩΣ ΥΠΕΚΛΕΨΑΝ ΥΠΟΓΡΑΦΑΣ — [361, 1828, 581, 1843]
section-heading: ΤΟ ΨΗΦΙΣΜΑ — [60, 714, 336, 729]
section-heading: ΒΟΥΛΓΑΡΙΚΗ ΑΝΤΕΠΙΘΕΣΙΣ — [1326, 1491, 1540, 1506]
section-heading: Η ΠΡΟΕΛΑΣΙΣ ΗΜΙΣΤΑΘΜ — [1098, 922, 1312, 937]
article-text: ΑΜΣΤΕΡΝΤΑΜ, 13 Νοεμβρίου. (Πρακτορεῖον Ραδιό). — Ἐπιβάται ἀφιχθέντες ἐκ Μονάχου ἀγγέλλουν ὅτι ἓν Ζέππελιν κατεστράφη κατὰ τὴν προσγείωσίν του. Εἷς μόνον ἐκ τοῦ πληρώματος ἐσώθη. — [602, 1303, 832, 1392]
article-text: γερμανικὰ ἀντιτορπιλλικὰ ἀπεπειράθησαν νὰ πλησιάσουν τὰς βορείας ἄκρας τοῦ Νάουν, ἀλλ' ἐγένοντο ἀντιληπτὰ ὑπὸ ἀγγλικῶν περιπόλων καὶ ἐτράπησαν εἰς φυγήν. — [602, 289, 832, 363]
